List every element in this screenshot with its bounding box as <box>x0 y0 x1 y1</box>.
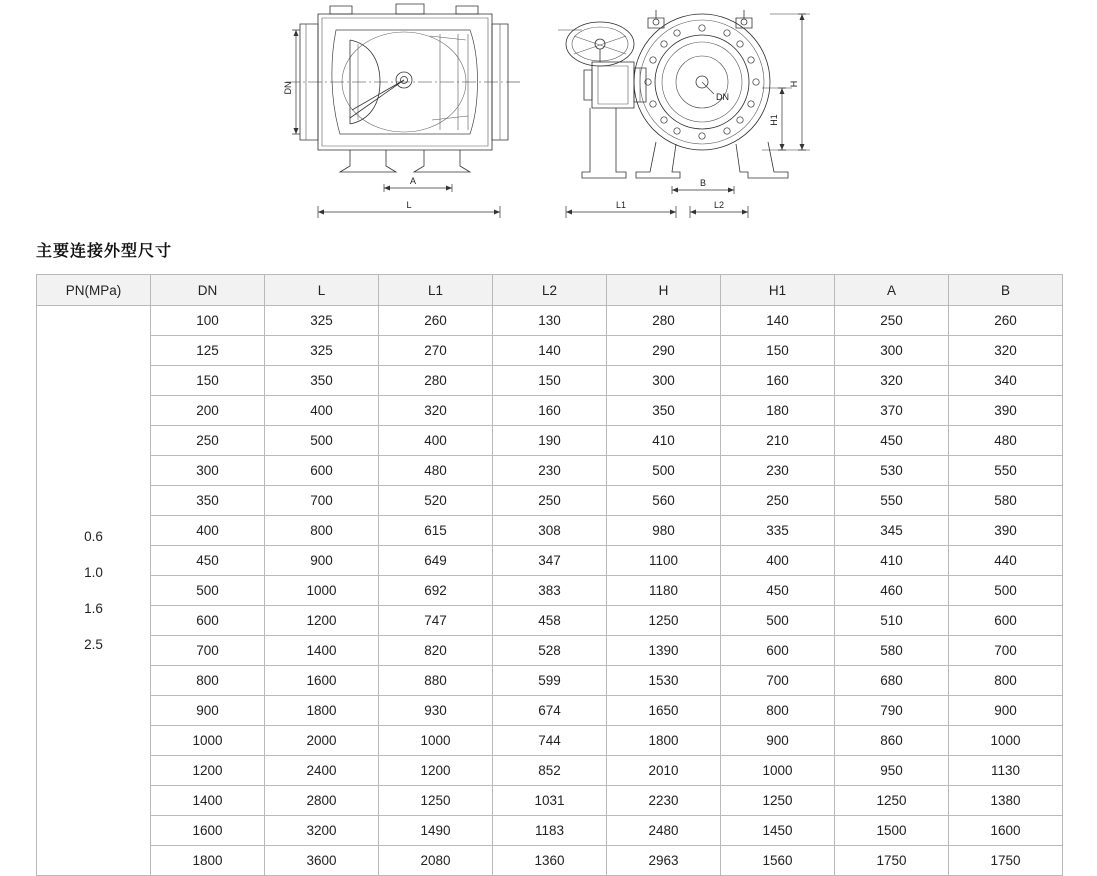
cell-value: 700 <box>265 486 379 516</box>
column-header-h1: H1 <box>721 275 835 306</box>
cell-value: 1500 <box>835 816 949 846</box>
cell-value: 1600 <box>949 816 1063 846</box>
cell-value: 300 <box>835 336 949 366</box>
cell-value: 1130 <box>949 756 1063 786</box>
cell-value: 230 <box>721 456 835 486</box>
cell-value: 260 <box>379 306 493 336</box>
cell-value: 1750 <box>949 846 1063 876</box>
cell-dn: 1400 <box>151 786 265 816</box>
pn-value: 2.5 <box>84 636 103 652</box>
cell-value: 500 <box>949 576 1063 606</box>
cell-value: 1031 <box>493 786 607 816</box>
cell-value: 1250 <box>721 786 835 816</box>
cell-value: 1750 <box>835 846 949 876</box>
cell-dn: 450 <box>151 546 265 576</box>
cell-value: 400 <box>379 426 493 456</box>
dimension-label-a: A <box>409 176 417 186</box>
cell-value: 600 <box>949 606 1063 636</box>
table-row <box>37 846 1063 876</box>
cell-value: 2010 <box>607 756 721 786</box>
cell-dn: 125 <box>151 336 265 366</box>
cell-value: 3200 <box>265 816 379 846</box>
cell-dn: 250 <box>151 426 265 456</box>
column-header-dn: DN <box>151 275 265 306</box>
cell-value: 500 <box>721 606 835 636</box>
dimension-label-h: H <box>789 80 799 88</box>
cell-value: 480 <box>379 456 493 486</box>
cell-value: 1250 <box>379 786 493 816</box>
cell-value: 180 <box>721 396 835 426</box>
cell-value: 1180 <box>607 576 721 606</box>
cell-value: 649 <box>379 546 493 576</box>
cell-value: 230 <box>493 456 607 486</box>
cell-value: 790 <box>835 696 949 726</box>
dimension-label-dn-right: DN <box>716 92 729 102</box>
column-header-b: B <box>949 275 1063 306</box>
cell-value: 370 <box>835 396 949 426</box>
table-row <box>37 306 1063 336</box>
cell-value: 2480 <box>607 816 721 846</box>
cell-dn: 700 <box>151 636 265 666</box>
cell-value: 160 <box>721 366 835 396</box>
cell-value: 280 <box>379 366 493 396</box>
cell-value: 400 <box>721 546 835 576</box>
pn-value: 0.6 <box>84 528 103 544</box>
cell-value: 250 <box>721 486 835 516</box>
cell-value: 820 <box>379 636 493 666</box>
cell-dn: 1600 <box>151 816 265 846</box>
cell-value: 1000 <box>949 726 1063 756</box>
cell-value: 325 <box>265 336 379 366</box>
table-row <box>37 756 1063 786</box>
cell-value: 347 <box>493 546 607 576</box>
cell-value: 2080 <box>379 846 493 876</box>
cell-value: 900 <box>265 546 379 576</box>
table-header-row <box>37 275 1063 306</box>
cell-value: 550 <box>835 486 949 516</box>
cell-value: 1390 <box>607 636 721 666</box>
cell-value: 320 <box>835 366 949 396</box>
cell-dn: 500 <box>151 576 265 606</box>
cell-value: 1360 <box>493 846 607 876</box>
cell-value: 800 <box>721 696 835 726</box>
cell-value: 700 <box>721 666 835 696</box>
cell-value: 510 <box>835 606 949 636</box>
cell-value: 1800 <box>265 696 379 726</box>
cell-value: 880 <box>379 666 493 696</box>
cell-value: 130 <box>493 306 607 336</box>
cell-value: 1560 <box>721 846 835 876</box>
table-row <box>37 816 1063 846</box>
cell-value: 390 <box>949 396 1063 426</box>
pn-pressure-cell <box>37 306 151 876</box>
cell-value: 3600 <box>265 846 379 876</box>
dimension-label-dn-left: DN <box>283 81 293 95</box>
cell-value: 280 <box>607 306 721 336</box>
right-front-view-drawing <box>530 0 1090 228</box>
cell-value: 1000 <box>721 756 835 786</box>
cell-value: 580 <box>835 636 949 666</box>
cell-value: 320 <box>949 336 1063 366</box>
cell-value: 1250 <box>835 786 949 816</box>
table-row <box>37 516 1063 546</box>
cell-value: 674 <box>493 696 607 726</box>
cell-value: 350 <box>265 366 379 396</box>
cell-value: 1530 <box>607 666 721 696</box>
cell-value: 308 <box>493 516 607 546</box>
cell-value: 150 <box>493 366 607 396</box>
cell-value: 500 <box>265 426 379 456</box>
cell-value: 460 <box>835 576 949 606</box>
cell-value: 500 <box>607 456 721 486</box>
table-row <box>37 726 1063 756</box>
dimension-label-b: B <box>699 178 707 188</box>
cell-value: 1000 <box>379 726 493 756</box>
cell-value: 2800 <box>265 786 379 816</box>
cell-value: 140 <box>721 306 835 336</box>
cell-value: 160 <box>493 396 607 426</box>
cell-value: 615 <box>379 516 493 546</box>
cell-value: 2000 <box>265 726 379 756</box>
table-row <box>37 696 1063 726</box>
cell-value: 190 <box>493 426 607 456</box>
cell-value: 450 <box>721 576 835 606</box>
cell-value: 325 <box>265 306 379 336</box>
cell-dn: 1000 <box>151 726 265 756</box>
cell-value: 1100 <box>607 546 721 576</box>
pn-value: 1.6 <box>84 600 103 616</box>
table-row <box>37 486 1063 516</box>
cell-value: 410 <box>607 426 721 456</box>
cell-value: 1200 <box>379 756 493 786</box>
cell-value: 680 <box>835 666 949 696</box>
column-header-l2: L2 <box>493 275 607 306</box>
cell-value: 480 <box>949 426 1063 456</box>
cell-value: 350 <box>607 396 721 426</box>
cell-dn: 400 <box>151 516 265 546</box>
cell-dn: 600 <box>151 606 265 636</box>
dimensions-table-wrapper <box>36 274 1061 876</box>
cell-value: 528 <box>493 636 607 666</box>
table-row <box>37 606 1063 636</box>
column-header-h: H <box>607 275 721 306</box>
cell-value: 520 <box>379 486 493 516</box>
cell-value: 600 <box>265 456 379 486</box>
cell-value: 210 <box>721 426 835 456</box>
cell-value: 1183 <box>493 816 607 846</box>
cell-value: 320 <box>379 396 493 426</box>
cell-value: 950 <box>835 756 949 786</box>
cell-value: 530 <box>835 456 949 486</box>
pn-value: 1.0 <box>84 564 103 580</box>
cell-dn: 150 <box>151 366 265 396</box>
cell-value: 300 <box>607 366 721 396</box>
cell-value: 340 <box>949 366 1063 396</box>
cell-value: 980 <box>607 516 721 546</box>
cell-value: 1800 <box>607 726 721 756</box>
cell-value: 1650 <box>607 696 721 726</box>
cell-value: 410 <box>835 546 949 576</box>
cell-value: 747 <box>379 606 493 636</box>
cell-value: 458 <box>493 606 607 636</box>
cell-value: 600 <box>721 636 835 666</box>
cell-value: 900 <box>721 726 835 756</box>
column-header-pn: PN(MPa) <box>37 275 151 306</box>
cell-value: 1380 <box>949 786 1063 816</box>
cell-value: 1000 <box>265 576 379 606</box>
cell-value: 2963 <box>607 846 721 876</box>
cell-value: 270 <box>379 336 493 366</box>
left-side-view-drawing <box>0 0 540 228</box>
cell-value: 450 <box>835 426 949 456</box>
cell-dn: 900 <box>151 696 265 726</box>
table-row <box>37 786 1063 816</box>
table-row <box>37 366 1063 396</box>
cell-dn: 1800 <box>151 846 265 876</box>
cell-value: 700 <box>949 636 1063 666</box>
cell-value: 1200 <box>265 606 379 636</box>
table-row <box>37 576 1063 606</box>
dimension-label-h1: H1 <box>769 114 779 126</box>
cell-dn: 200 <box>151 396 265 426</box>
cell-value: 335 <box>721 516 835 546</box>
table-row <box>37 636 1063 666</box>
column-header-l: L <box>265 275 379 306</box>
cell-value: 930 <box>379 696 493 726</box>
cell-value: 260 <box>949 306 1063 336</box>
section-title: 主要连接外型尺寸 <box>36 243 173 260</box>
dimensions-table <box>36 274 1063 876</box>
table-row <box>37 666 1063 696</box>
table-row <box>37 546 1063 576</box>
cell-value: 900 <box>949 696 1063 726</box>
cell-value: 599 <box>493 666 607 696</box>
cell-dn: 800 <box>151 666 265 696</box>
cell-dn: 100 <box>151 306 265 336</box>
cell-value: 140 <box>493 336 607 366</box>
cell-dn: 350 <box>151 486 265 516</box>
cell-value: 290 <box>607 336 721 366</box>
dimension-label-l1: L1 <box>615 200 627 210</box>
cell-value: 744 <box>493 726 607 756</box>
cell-value: 383 <box>493 576 607 606</box>
cell-value: 1450 <box>721 816 835 846</box>
cell-value: 560 <box>607 486 721 516</box>
cell-value: 390 <box>949 516 1063 546</box>
table-row <box>37 336 1063 366</box>
table-header <box>37 275 1063 306</box>
cell-value: 1250 <box>607 606 721 636</box>
cell-value: 800 <box>265 516 379 546</box>
cell-value: 2230 <box>607 786 721 816</box>
cell-value: 580 <box>949 486 1063 516</box>
cell-value: 250 <box>493 486 607 516</box>
cell-value: 400 <box>265 396 379 426</box>
table-row <box>37 456 1063 486</box>
cell-value: 1490 <box>379 816 493 846</box>
cell-value: 800 <box>949 666 1063 696</box>
cell-value: 692 <box>379 576 493 606</box>
column-header-a: A <box>835 275 949 306</box>
table-row <box>37 426 1063 456</box>
cell-value: 440 <box>949 546 1063 576</box>
column-header-l1: L1 <box>379 275 493 306</box>
table-row <box>37 396 1063 426</box>
cell-value: 150 <box>721 336 835 366</box>
cell-dn: 1200 <box>151 756 265 786</box>
dimension-label-l: L <box>406 200 412 210</box>
table-body <box>37 306 1063 876</box>
cell-value: 1600 <box>265 666 379 696</box>
cell-value: 345 <box>835 516 949 546</box>
cell-dn: 300 <box>151 456 265 486</box>
cell-value: 860 <box>835 726 949 756</box>
cell-value: 550 <box>949 456 1063 486</box>
dimension-label-l2: L2 <box>713 200 725 210</box>
cell-value: 250 <box>835 306 949 336</box>
cell-value: 852 <box>493 756 607 786</box>
cell-value: 1400 <box>265 636 379 666</box>
cell-value: 2400 <box>265 756 379 786</box>
technical-drawings <box>0 0 1097 228</box>
